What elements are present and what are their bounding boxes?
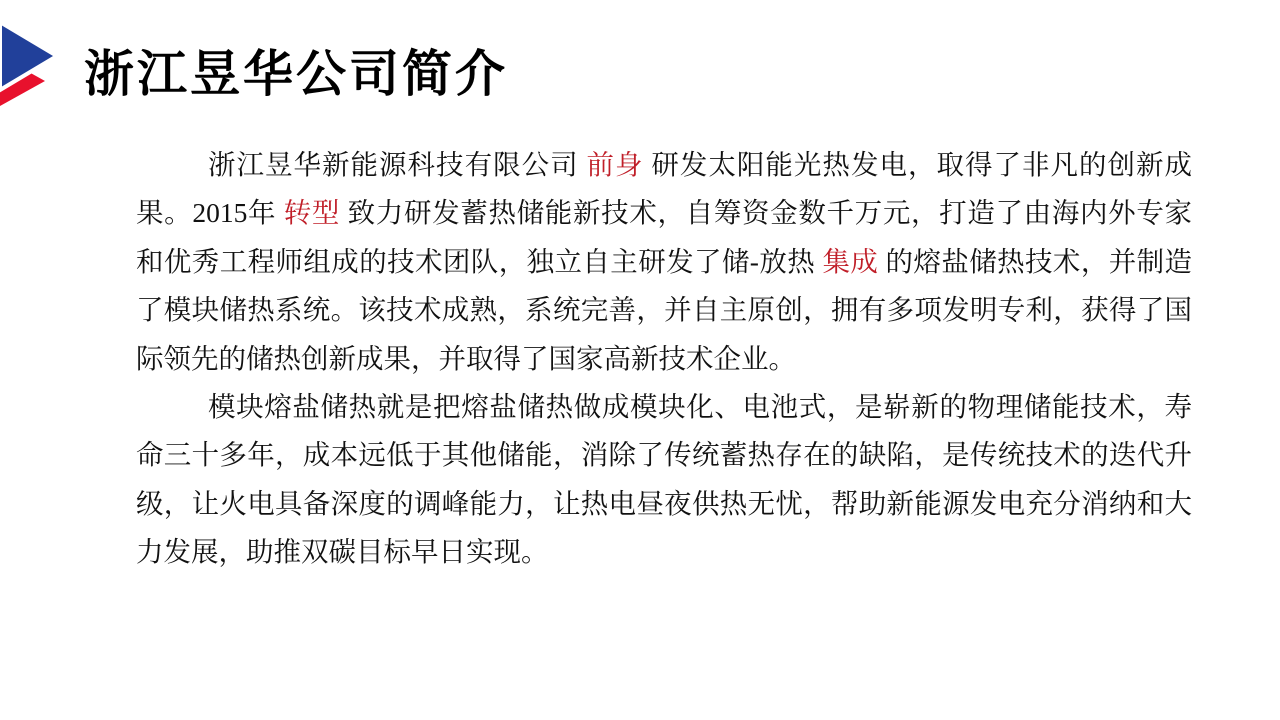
slide-body	[136, 141, 1192, 577]
emphasis-text: 转型	[283, 197, 341, 229]
body-text-segment: 浙江昱华新能源科技有限公司	[208, 149, 579, 180]
emphasis-text: 集成	[822, 245, 879, 277]
body-text-segment: 模块熔盐储热就是把熔盐储热做成模块化、电池式，是崭新的物理储能技术，寿命三十多年，成本远低于其他储能，消除了传统蓄热存在的缺陷，是传统技术的迭代升级，让火电具备深度的调峰能力，让热电昼夜供热无忧，帮助新能源发电充分消纳和大力发展，助推双碳目标早日实现。	[136, 391, 1192, 568]
body-text-segment: 研发太阳能光热发电，取得了非凡的创新成果。2015年	[136, 149, 1193, 229]
emphasis-text: 前身	[586, 149, 644, 180]
body-text-segment: 致力研发蓄热储能新技术，自筹资金数千万元，打造了由海内外专家和优秀工程师组成的技术团队，独立自主研发了储-放热	[136, 197, 1193, 277]
double-triangle-arrow-icon	[0, 0, 80, 120]
body-text-segment: 的熔盐储热技术，并制造了模块储热系统。该技术成熟，系统完善，并自主原创，拥有多项发明专利，获得了国际领先的储热创新成果，并取得了国家高新技术企业。	[136, 245, 1193, 374]
paragraph-technology-intro	[136, 383, 1192, 577]
page-title: 浙江昱华公司简介	[84, 46, 508, 102]
paragraph-company-intro	[136, 141, 1192, 383]
